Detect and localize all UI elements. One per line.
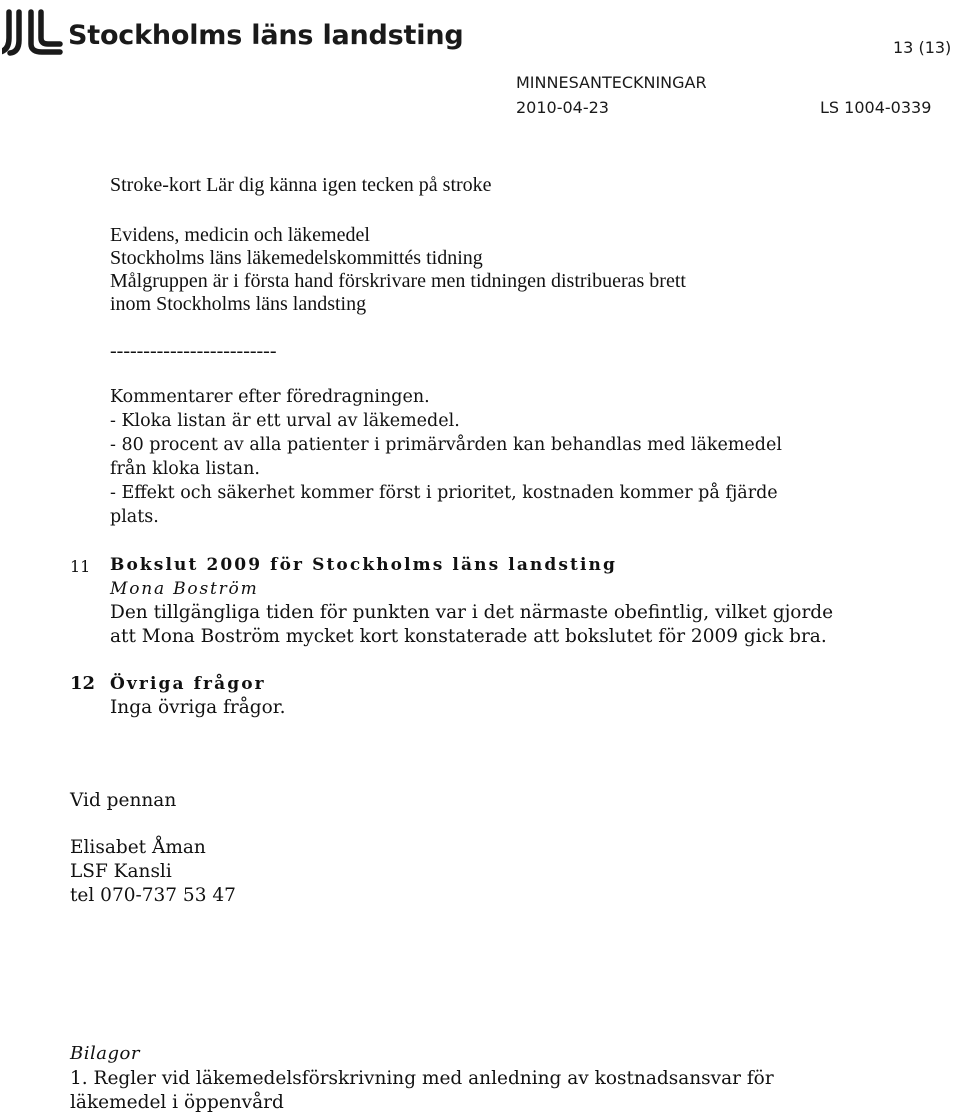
bilagor-heading: Bilagor [70, 1043, 140, 1064]
signature-lead: Vid pennan [70, 790, 177, 811]
section-12-title: Övriga frågor [110, 674, 266, 694]
signature-phone: tel 070-737 53 47 [70, 885, 236, 906]
kommentar-line: plats. [110, 507, 159, 527]
section-11-presenter: Mona Boström [110, 579, 259, 599]
kommentar-line: - Kloka listan är ett urval av läkemedel. [110, 411, 460, 431]
signature-name: Elisabet Åman [70, 837, 206, 858]
page-number: 13 (13) [893, 38, 952, 57]
section-12-body: Inga övriga frågor. [110, 697, 286, 718]
evidens-line: Målgruppen är i första hand förskrivare men tidningen distribueras brett [110, 270, 686, 292]
kommentar-line: Kommentarer efter föredragningen. [110, 387, 430, 407]
signature-org: LSF Kansli [70, 861, 172, 882]
section-11-body-line: att Mona Boström mycket kort konstaterade att bokslutet för 2009 gick bra. [110, 626, 827, 647]
stroke-kort-line: Stroke-kort Lär dig känna igen tecken på stroke [110, 174, 492, 196]
evidens-line: Evidens, medicin och läkemedel [110, 224, 370, 246]
kommentar-line: - Effekt och säkerhet kommer först i prioritet, kostnaden kommer på fjärde [110, 483, 778, 503]
doc-type: MINNESANTECKNINGAR [516, 73, 707, 92]
doc-reference: LS 1004-0339 [820, 98, 932, 117]
logo-wordmark: Stockholms läns landsting [68, 20, 464, 51]
evidens-line: inom Stockholms läns landsting [110, 293, 367, 315]
section-12-number: 12 [70, 673, 96, 694]
section-11-number: 11 [70, 557, 91, 576]
separator-line: ------------------------- [110, 340, 277, 362]
section-11-body-line: Den tillgängliga tiden för punkten var i det närmaste obefintlig, vilket gjorde [110, 602, 834, 623]
bilagor-item-line: 1. Regler vid läkemedelsförskrivning med anledning av kostnadsansvar för [70, 1068, 774, 1089]
section-11-title: Bokslut 2009 för Stockholms läns landsting [110, 555, 618, 575]
bilagor-item-line: läkemedel i öppenvård [70, 1092, 284, 1113]
kommentar-line: - 80 procent av alla patienter i primärvården kan behandlas med läkemedel [110, 435, 782, 455]
doc-date: 2010-04-23 [516, 98, 609, 117]
evidens-line: Stockholms läns läkemedelskommittés tidning [110, 247, 483, 269]
kommentar-line: från kloka listan. [110, 459, 260, 479]
